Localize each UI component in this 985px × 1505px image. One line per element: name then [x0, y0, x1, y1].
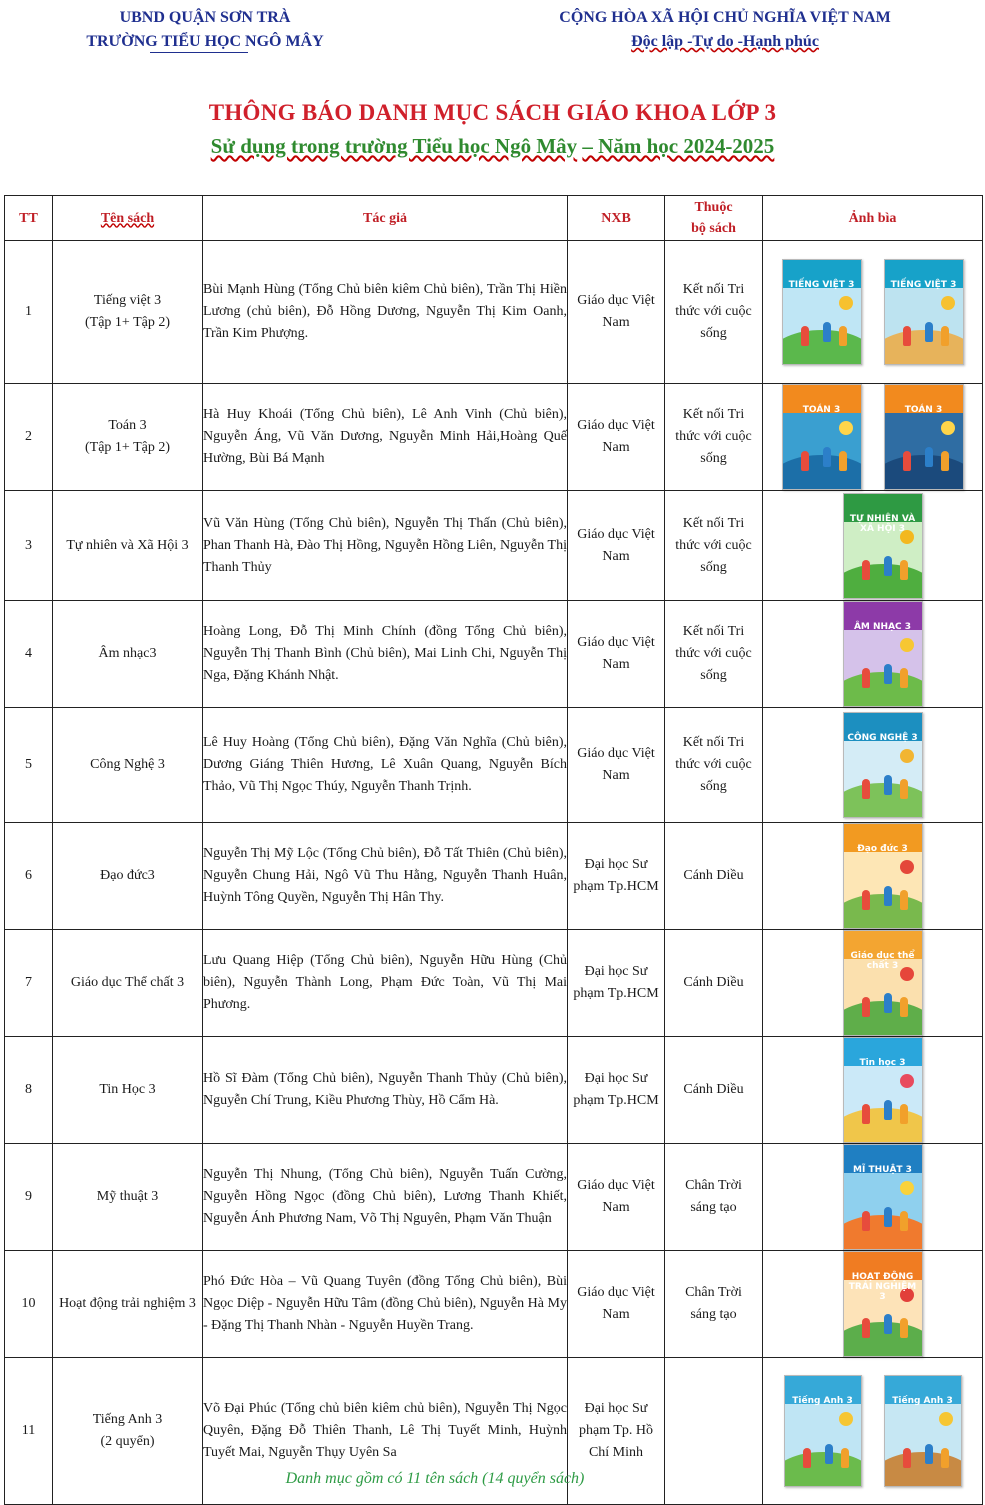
book-series: Kết nối Tri thức với cuộc sống [665, 601, 763, 708]
table-row [5, 1144, 983, 1251]
book-title: Tiếng Anh 3 [92, 1412, 163, 1427]
book-title: Tự nhiên và Xã Hội 3 [66, 537, 189, 553]
school-name: TRƯỜNG TIỂU HỌC NGÔ MÂY [86, 33, 324, 50]
cover-ground [843, 1215, 923, 1250]
cover-ground [843, 1322, 923, 1357]
row-number: 5 [5, 708, 53, 823]
cover-child-figure [900, 668, 908, 688]
book-covers [763, 601, 983, 708]
cover-child-figure [903, 1448, 911, 1468]
cover-child-figure [941, 1448, 949, 1468]
cover-title: HOẠT ĐỘNG TRẢI NGHIỆM 3 [848, 1272, 917, 1302]
cover-child-figure [862, 560, 870, 580]
cover-ground [782, 330, 862, 365]
book-publisher: Giáo dục Việt Nam [568, 384, 665, 491]
book-cover-icon [884, 1375, 962, 1487]
book-volume: (2 quyển) [100, 1434, 155, 1449]
row-number: 10 [5, 1251, 53, 1358]
book-cover-icon [782, 384, 862, 490]
book-cover-icon [782, 259, 862, 365]
book-covers [763, 384, 983, 491]
table-row [5, 823, 983, 930]
book-cover-icon [843, 601, 923, 707]
cover-group [763, 601, 982, 707]
book-title: Tin Học 3 [99, 1082, 156, 1097]
document-title: THÔNG BÁO DANH MỤC SÁCH GIÁO KHOA LỚP 3 [208, 100, 777, 125]
book-authors: Võ Đại Phúc (Tổng chủ biên kiêm chủ biên), Nguyễn Thị Ngọc Quyên, Đặng Đỗ Thiên Thanh, Lê Thị Tuyết Minh, Huỳnh Tuyết Mai, Nguyễn Thụy Uyên Sa [203, 1358, 568, 1505]
row-number: 2 [5, 384, 53, 491]
book-name [53, 241, 203, 384]
book-publisher: Đại học Sư phạm Tp. Hồ Chí Minh [568, 1358, 665, 1505]
cover-child-figure [841, 1448, 849, 1468]
cover-title: Đạo đức 3 [857, 844, 908, 854]
cover-child-figure [825, 1444, 833, 1464]
book-volume: (Tập 1+ Tập 2) [85, 315, 170, 330]
cover-child-figure [801, 451, 809, 471]
cover-child-figure [925, 1444, 933, 1464]
book-authors: Bùi Mạnh Hùng (Tổng Chủ biên kiêm Chủ biên), Trần Thị Hiền Lương (chủ biên), Đỗ Hồng Dương, Nguyễn Thị Kim Oanh, Trần Kim Phượng. [203, 241, 568, 384]
book-covers [763, 708, 983, 823]
cover-title: Giáo dục thể chất 3 [850, 951, 915, 971]
cover-title: Tiếng Anh 3 [792, 1396, 853, 1406]
cover-title: TOÁN 3 [802, 405, 841, 415]
cover-title: MĨ THUẬT 3 [853, 1165, 912, 1175]
book-volume: (Tập 1+ Tập 2) [85, 440, 170, 455]
subtitle-year: – Năm học 2024-2025 [582, 134, 775, 158]
cover-group [763, 1144, 982, 1250]
book-authors: Hà Huy Khoái (Tổng Chủ biên), Lê Anh Vinh (Chủ biên), Nguyễn Áng, Vũ Văn Dương, Nguyễn Minh Hải,Hoàng Quế Hường, Bùi Bá Mạnh [203, 384, 568, 491]
cover-ground [843, 564, 923, 599]
header-publisher: NXB [568, 196, 665, 241]
cover-child-figure [862, 1211, 870, 1231]
cover-title: TOÁN 3 [904, 405, 943, 415]
book-title: Đạo đức3 [100, 868, 155, 883]
book-name [53, 1144, 203, 1251]
header-tt: TT [5, 196, 53, 241]
book-authors: Nguyễn Thị Mỹ Lộc (Tổng Chủ biên), Đỗ Tất Thiên (Chủ biên), Nguyễn Chung Hải, Ngô Vũ Thu Hằng, Nguyễn Thanh Huân, Huỳnh Tông Quyền, Nguyễn Thị Hân Thy. [203, 823, 568, 930]
book-name [53, 1251, 203, 1358]
row-number: 9 [5, 1144, 53, 1251]
book-publisher: Giáo dục Việt Nam [568, 241, 665, 384]
table-row [5, 241, 983, 384]
cover-child-figure [862, 890, 870, 910]
book-series: Kết nối Tri thức với cuộc sống [665, 241, 763, 384]
book-series: Kết nối Tri thức với cuộc sống [665, 708, 763, 823]
cover-child-figure [900, 890, 908, 910]
cover-title: CÔNG NGHỆ 3 [847, 733, 918, 743]
book-authors: Phó Đức Hòa – Vũ Quang Tuyên (đồng Tổng Chủ biên), Bùi Ngọc Diệp - Nguyễn Hữu Tâm (đồng Chủ biên), Nguyễn Hà My - Đặng Thị Thanh Nhàn - Nguyễn Huyền Trang. [203, 1251, 568, 1358]
book-series: Cánh Diều [665, 823, 763, 930]
book-authors: Vũ Văn Hùng (Tổng Chủ biên), Nguyễn Thị Thấn (Chủ biên), Phan Thanh Hà, Đào Thị Hồng, Nguyễn Hồng Liên, Nguyễn Thị Thanh Thủy [203, 491, 568, 601]
book-authors: Nguyễn Thị Nhung, (Tổng Chủ biên), Nguyễn Tuấn Cường, Nguyễn Hồng Ngọc (đồng Chủ biên), Lương Thanh Khiết, Nguyễn Ánh Phương Nam, Võ Thị Nguyên, Phạm Văn Thuận [203, 1144, 568, 1251]
cover-ground [843, 894, 923, 929]
footer-note: Danh mục gồm có 11 tên sách (14 quyển sách) [285, 1470, 585, 1487]
textbook-table [4, 195, 983, 1505]
cover-child-figure [900, 1318, 908, 1338]
cover-child-figure [884, 664, 892, 684]
cover-ground [782, 455, 862, 490]
cover-child-figure [862, 997, 870, 1017]
country-name: CỘNG HÒA XÃ HỘI CHỦ NGHĨA VIỆT NAM [559, 9, 891, 26]
book-authors: Lưu Quang Hiệp (Tổng Chủ biên), Nguyễn Hữu Hùng (Chủ biên), Nguyễn Thành Long, Phạm Đức Toàn, Vũ Thị Mai Phương. [203, 930, 568, 1037]
book-series: Kết nối Tri thức với cuộc sống [665, 384, 763, 491]
cover-child-figure [884, 1100, 892, 1120]
cover-ground [884, 1452, 962, 1487]
cover-group [763, 1251, 982, 1357]
book-authors: Hồ Sĩ Đàm (Tổng Chủ biên), Nguyễn Thanh Thủy (Chủ biên), Nguyễn Chí Trung, Kiều Phương Thùy, Hồ Cẩm Hà. [203, 1037, 568, 1144]
district-name: UBND QUẬN SƠN TRÀ [119, 9, 291, 26]
book-name [53, 930, 203, 1037]
row-number: 6 [5, 823, 53, 930]
book-publisher: Đại học Sư phạm Tp.HCM [568, 1037, 665, 1144]
national-header [520, 6, 930, 54]
row-number: 1 [5, 241, 53, 384]
book-name [53, 823, 203, 930]
row-number: 8 [5, 1037, 53, 1144]
book-cover-icon [843, 712, 923, 818]
row-number: 3 [5, 491, 53, 601]
cover-child-figure [925, 322, 933, 342]
book-publisher: Đại học Sư phạm Tp.HCM [568, 930, 665, 1037]
cover-ground [843, 672, 923, 707]
book-title: Toán 3 [108, 418, 147, 433]
book-title: Âm nhạc3 [98, 646, 157, 661]
cover-child-figure [839, 326, 847, 346]
book-cover-icon [884, 259, 964, 365]
header-cover: Ảnh bìa [763, 196, 983, 241]
book-series: Chân Trời sáng tạo [665, 1144, 763, 1251]
cover-group [763, 930, 982, 1036]
cover-child-figure [862, 1318, 870, 1338]
book-cover-icon [843, 1251, 923, 1357]
book-title: Giáo dục Thể chất 3 [70, 975, 185, 990]
cover-child-figure [862, 1104, 870, 1124]
book-authors: Hoàng Long, Đỗ Thị Minh Chính (đồng Tổng Chủ biên), Nguyễn Thị Thanh Bình (Chủ biên), Mai Linh Chi, Nguyễn Thị Nga, Đặng Khánh Nhật. [203, 601, 568, 708]
cover-child-figure [900, 779, 908, 799]
book-name [53, 384, 203, 491]
cover-sun-icon [941, 296, 955, 310]
document-subtitle [0, 134, 985, 159]
book-title: Hoạt động trải nghiệm 3 [59, 1296, 196, 1311]
cover-child-figure [803, 1448, 811, 1468]
cover-sun-icon [900, 749, 914, 763]
cover-child-figure [801, 326, 809, 346]
book-series: Cánh Diều [665, 1037, 763, 1144]
cover-title: TỰ NHIÊN VÀ XÃ HỘI 3 [849, 513, 916, 534]
book-title: Tiếng việt 3 [93, 293, 162, 308]
school-header [40, 6, 370, 54]
book-publisher: Giáo dục Việt Nam [568, 708, 665, 823]
book-title: Công Nghệ 3 [90, 757, 165, 772]
book-cover-icon [843, 823, 923, 929]
cover-child-figure [900, 1104, 908, 1124]
book-publisher: Giáo dục Việt Nam [568, 1144, 665, 1251]
cover-child-figure [823, 447, 831, 467]
cover-child-figure [900, 1211, 908, 1231]
header-name: Tên sách [53, 196, 203, 241]
cover-child-figure [900, 560, 908, 580]
cover-child-figure [884, 775, 892, 795]
book-authors: Lê Huy Hoàng (Tổng Chủ biên), Đặng Văn Nghĩa (Chủ biên), Dương Giáng Thiên Hương, Lê Xuân Quang, Nguyễn Bích Thảo, Vũ Thị Ngọc Thúy, Nguyễn Thanh Trịnh. [203, 708, 568, 823]
cover-child-figure [823, 322, 831, 342]
cover-child-figure [903, 326, 911, 346]
cover-ground [843, 1108, 923, 1143]
row-number: 4 [5, 601, 53, 708]
cover-child-figure [884, 556, 892, 576]
table-header-row [5, 196, 983, 241]
book-publisher: Giáo dục Việt Nam [568, 1251, 665, 1358]
table-row [5, 708, 983, 823]
cover-sun-icon [839, 296, 853, 310]
table-row [5, 1251, 983, 1358]
cover-child-figure [941, 451, 949, 471]
book-series: Cánh Diều [665, 930, 763, 1037]
book-covers [763, 823, 983, 930]
cover-group [763, 712, 982, 818]
cover-sun-icon [900, 638, 914, 652]
cover-title: Tiếng Anh 3 [892, 1396, 953, 1406]
cover-child-figure [839, 451, 847, 471]
cover-child-figure [884, 886, 892, 906]
header-underline [150, 52, 248, 53]
table-row [5, 601, 983, 708]
cover-ground [884, 330, 964, 365]
cover-sun-icon [900, 1074, 914, 1088]
cover-ground [884, 455, 964, 490]
cover-title: TIẾNG VIỆT 3 [890, 280, 957, 290]
book-cover-icon [843, 1144, 923, 1250]
cover-group [763, 1037, 982, 1143]
book-covers [763, 241, 983, 384]
table-row [5, 930, 983, 1037]
header-series: Thuộc bộ sách [665, 196, 763, 241]
cover-child-figure [884, 993, 892, 1013]
cover-sun-icon [900, 860, 914, 874]
cover-child-figure [900, 997, 908, 1017]
book-series: Kết nối Tri thức với cuộc sống [665, 491, 763, 601]
cover-group [763, 823, 982, 929]
book-cover-icon [843, 493, 923, 599]
cover-child-figure [884, 1207, 892, 1227]
book-cover-icon [843, 930, 923, 1036]
table-row [5, 384, 983, 491]
table-row [5, 491, 983, 601]
cover-sun-icon [839, 421, 853, 435]
cover-sun-icon [900, 1181, 914, 1195]
book-publisher: Giáo dục Việt Nam [568, 601, 665, 708]
subtitle-school: Sử dụng trong trường Tiểu học Ngô Mây [210, 134, 578, 158]
book-cover-icon [884, 384, 964, 490]
cover-sun-icon [939, 1412, 953, 1426]
book-series: Chân Trời sáng tạo [665, 1251, 763, 1358]
cover-sun-icon [941, 421, 955, 435]
book-name [53, 491, 203, 601]
cover-child-figure [903, 451, 911, 471]
book-covers [763, 1037, 983, 1144]
book-name [53, 708, 203, 823]
book-publisher: Giáo dục Việt Nam [568, 491, 665, 601]
cover-ground [843, 783, 923, 818]
cover-group [763, 259, 982, 365]
cover-child-figure [862, 779, 870, 799]
book-cover-icon [843, 1037, 923, 1143]
book-publisher: Đại học Sư phạm Tp.HCM [568, 823, 665, 930]
row-number: 11 [5, 1358, 53, 1505]
cover-child-figure [884, 1314, 892, 1334]
cover-child-figure [941, 326, 949, 346]
cover-ground [843, 1001, 923, 1036]
cover-group [763, 384, 982, 490]
cover-title: Tin học 3 [859, 1058, 906, 1068]
header-author: Tác giả [203, 196, 568, 241]
row-number: 7 [5, 930, 53, 1037]
cover-child-figure [862, 668, 870, 688]
national-motto: Độc lập -Tự do -Hạnh phúc [631, 33, 819, 50]
cover-title: TIẾNG VIỆT 3 [788, 280, 855, 290]
cover-child-figure [925, 447, 933, 467]
table-row [5, 1037, 983, 1144]
cover-sun-icon [839, 1412, 853, 1426]
book-name [53, 601, 203, 708]
cover-title: ÂM NHẠC 3 [853, 622, 912, 632]
book-title: Mỹ thuật 3 [96, 1189, 159, 1204]
cover-group [763, 493, 982, 599]
book-covers [763, 930, 983, 1037]
book-name [53, 1037, 203, 1144]
book-covers [763, 1144, 983, 1251]
book-covers [763, 1251, 983, 1358]
book-covers [763, 491, 983, 601]
